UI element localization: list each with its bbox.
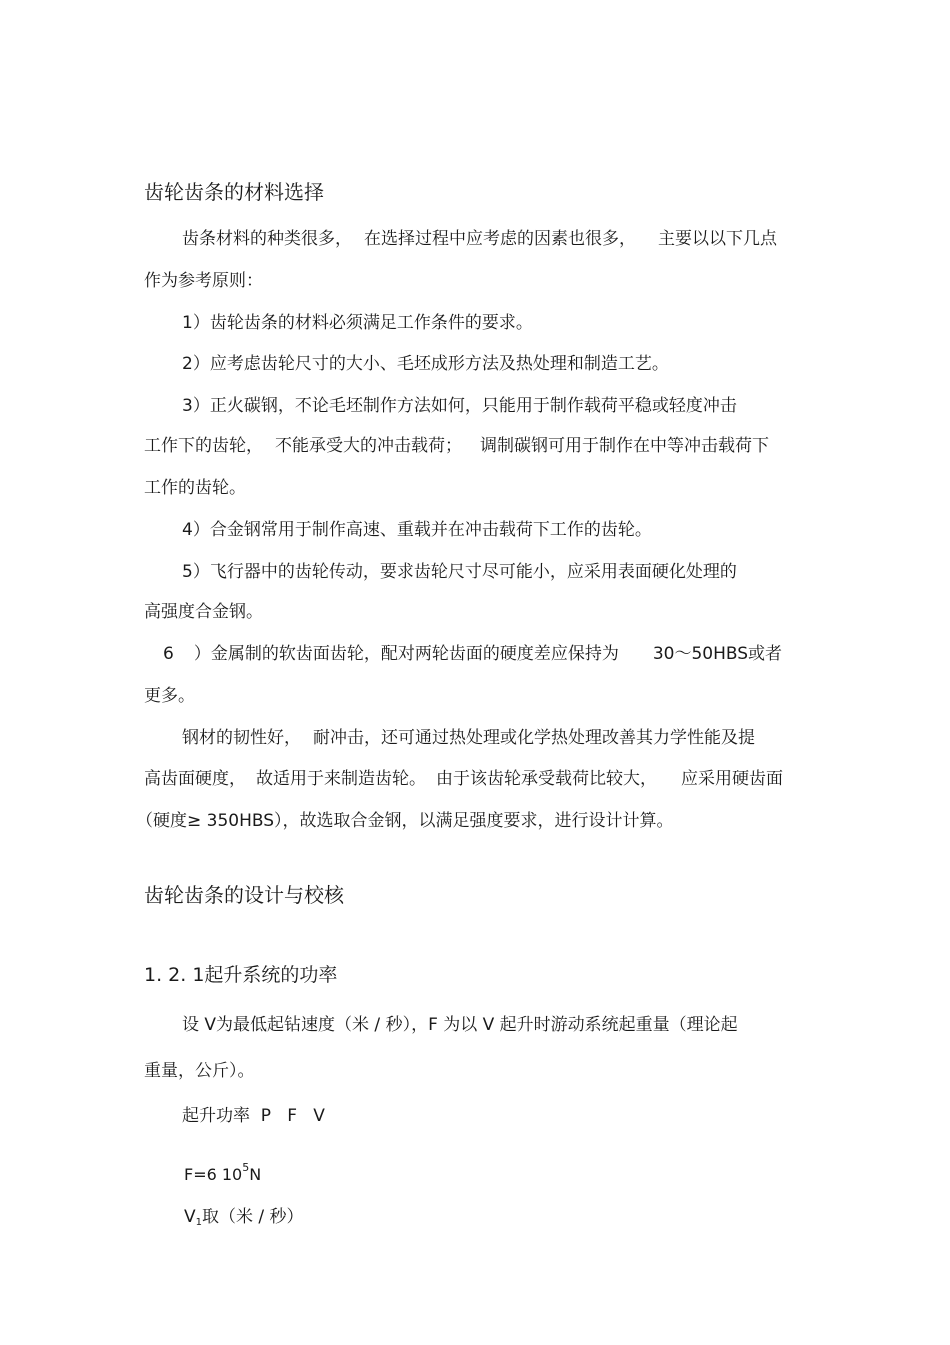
paragraph-intro-line-2: 作为参考原则： <box>144 271 263 291</box>
text-span: 应采用硬齿面 <box>681 769 783 789</box>
list-item-6-line-1 <box>163 642 782 666</box>
list-item-3-line-3: 工作的齿轮。 <box>144 478 246 498</box>
text-span: 故适用于来制造齿轮。 <box>256 769 426 789</box>
list-item-2: 2）应考虑齿轮尺寸的大小、毛坯成形方法及热处理和制造工艺。 <box>182 354 669 374</box>
formula-symbol: V <box>184 1207 196 1227</box>
section-title-design: 齿轮齿条的设计与校核 <box>144 883 344 907</box>
paragraph-conclusion-line-3: （硬度≥ 350HBS），故选取合金钢，以满足强度要求，进行设计计算。 <box>136 811 674 831</box>
formula-subscript: 1 <box>195 1217 203 1228</box>
subsection-title-power: 1. 2. 1起升系统的功率 <box>144 964 338 986</box>
list-item-3-line-1: 3）正火碳钢，不论毛坯制作方法如何，只能用于制作载荷平稳或轻度冲击 <box>182 396 737 416</box>
text-span: 齿条材料的种类很多， <box>182 229 352 249</box>
formula-velocity <box>184 1205 304 1235</box>
formula-force <box>184 1156 261 1187</box>
formula-power: 起升功率 P F V <box>182 1106 325 1126</box>
text-span: 30～50HBS或者 <box>652 644 783 664</box>
formula-text: 取（米 / 秒） <box>202 1207 304 1227</box>
paragraph-definition-line-1: 设 V为最低起钻速度（米 / 秒），F 为以 V 起升时游动系统起重量（理论起 <box>182 1015 738 1035</box>
paragraph-conclusion-line-1 <box>182 726 755 750</box>
formula-text: F=6 10 <box>184 1165 243 1184</box>
text-span: 耐冲击，还可通过热处理或化学热处理改善其力学性能及提 <box>313 728 755 748</box>
text-span: 调制碳钢可用于制作在中等冲击载荷下 <box>480 436 769 456</box>
list-item-3-line-2 <box>144 434 769 458</box>
text-span: 由于该齿轮承受载荷比较大， <box>436 769 657 789</box>
text-span: 在选择过程中应考虑的因素也很多， <box>364 229 636 249</box>
list-item-4: 4）合金钢常用于制作高速、重载并在冲击载荷下工作的齿轮。 <box>182 520 652 540</box>
text-span: 工作下的齿轮， <box>144 436 263 456</box>
paragraph-conclusion-line-2 <box>144 767 783 791</box>
list-item-1: 1）齿轮齿条的材料必须满足工作条件的要求。 <box>182 313 533 333</box>
list-item-5-line-2: 高强度合金钢。 <box>144 602 263 622</box>
formula-exponent: 5 <box>242 1161 250 1174</box>
list-item-6-line-2: 更多。 <box>144 686 195 706</box>
text-span: 不能承受大的冲击载荷； <box>275 436 462 456</box>
text-span: 6 <box>163 644 174 664</box>
text-span: 主要以以下几点 <box>658 229 777 249</box>
paragraph-intro-line-1 <box>182 227 777 251</box>
section-title-materials: 齿轮齿条的材料选择 <box>144 180 324 204</box>
text-span: 钢材的韧性好， <box>182 728 301 748</box>
list-item-5-line-1: 5）飞行器中的齿轮传动，要求齿轮尺寸尽可能小，应采用表面硬化处理的 <box>182 562 737 582</box>
text-span: 高齿面硬度， <box>144 769 246 789</box>
paragraph-definition-line-2: 重量，公斤）。 <box>144 1061 255 1081</box>
text-span: ）金属制的软齿面齿轮，配对两轮齿面的硬度差应保持为 <box>193 644 619 664</box>
formula-unit: N <box>249 1165 262 1184</box>
